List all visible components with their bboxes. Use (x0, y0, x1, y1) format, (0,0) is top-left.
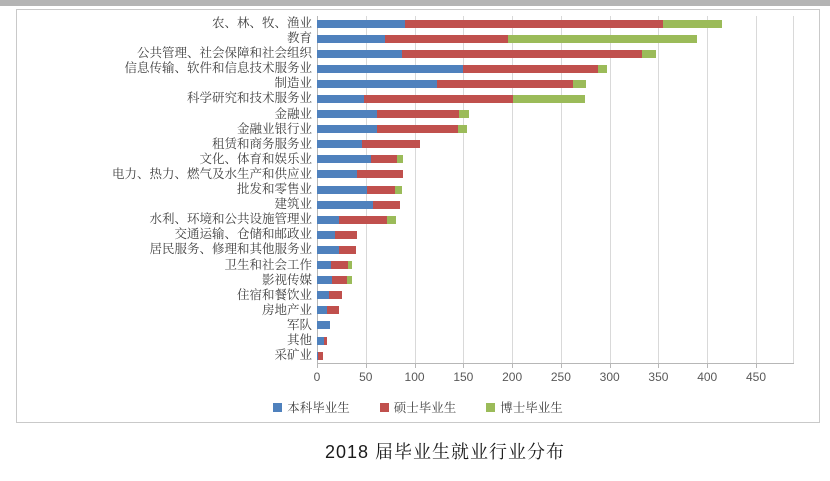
tick-label: 200 (502, 370, 523, 385)
category-label: 水利、环境和公共设施管理业 (149, 212, 312, 227)
bar-segment-硕士毕业生 (437, 80, 573, 88)
bar-segment-硕士毕业生 (324, 337, 327, 345)
bar-segment-本科毕业生 (317, 291, 329, 299)
category-label: 影视传媒 (261, 272, 312, 287)
bar-segment-本科毕业生 (317, 20, 405, 28)
bar-segment-硕士毕业生 (331, 261, 349, 269)
bar-row (317, 242, 794, 257)
chart-title: 2018 届毕业生就业行业分布 (324, 442, 566, 462)
bar-segment-博士毕业生 (458, 125, 467, 133)
bar-segment-博士毕业生 (387, 216, 396, 224)
bar-segment-本科毕业生 (317, 186, 367, 194)
category-label: 军队 (286, 317, 312, 332)
tick-mark (756, 364, 757, 368)
bar-segment-本科毕业生 (317, 65, 463, 73)
category-labels (17, 16, 317, 364)
bar-segment-硕士毕业生 (327, 306, 340, 314)
bar-row (317, 107, 794, 122)
plot-area (317, 16, 794, 364)
bar-row (317, 288, 794, 303)
bar-segment-博士毕业生 (347, 276, 352, 284)
category-label: 住宿和餐饮业 (236, 287, 312, 302)
x-axis (313, 364, 794, 388)
bar-segment-博士毕业生 (459, 110, 469, 118)
tick-label: 350 (648, 370, 669, 385)
category-label: 制造业 (274, 76, 312, 91)
bar-row (317, 137, 794, 152)
bar-segment-硕士毕业生 (332, 276, 348, 284)
legend-label: 本科毕业生 (287, 401, 350, 416)
category-label: 农、林、牧、渔业 (211, 16, 312, 30)
legend-swatch-icon (486, 403, 495, 412)
bar-row (317, 31, 794, 46)
bar-row (317, 318, 794, 333)
bar-segment-博士毕业生 (573, 80, 587, 88)
category-label: 教育 (286, 31, 312, 46)
bar-segment-硕士毕业生 (385, 35, 508, 43)
category-label: 文化、体育和娱乐业 (199, 151, 312, 166)
bar-row (317, 182, 794, 197)
category-label: 居民服务、修理和其他服务业 (149, 242, 312, 257)
bar-row (317, 348, 794, 363)
bar-row (317, 303, 794, 318)
tick-mark (707, 364, 708, 368)
category-label: 批发和零售业 (236, 182, 312, 197)
legend-item (380, 398, 457, 416)
bar-segment-硕士毕业生 (335, 231, 357, 239)
bar-segment-本科毕业生 (317, 80, 437, 88)
legend (17, 398, 819, 416)
tick-label: 250 (550, 370, 571, 385)
bar-segment-硕士毕业生 (377, 125, 459, 133)
bar-segment-博士毕业生 (642, 50, 656, 58)
tick-label: 150 (453, 370, 474, 385)
bar-segment-硕士毕业生 (339, 216, 387, 224)
bar-segment-博士毕业生 (598, 65, 607, 73)
bar-row (317, 152, 794, 167)
bar-segment-本科毕业生 (317, 155, 371, 163)
bar-segment-硕士毕业生 (377, 110, 459, 118)
bar-segment-本科毕业生 (317, 276, 332, 284)
category-label: 电力、热力、燃气及水生产和供应业 (111, 166, 312, 181)
tick-mark (317, 364, 318, 368)
category-label: 公共管理、社会保障和社会组织 (136, 46, 312, 61)
category-label: 其他 (286, 332, 312, 347)
bar-segment-博士毕业生 (508, 35, 697, 43)
tick-mark (658, 364, 659, 368)
legend-item (486, 398, 563, 416)
bar-segment-本科毕业生 (317, 35, 385, 43)
bar-segment-本科毕业生 (317, 125, 377, 133)
tick-mark (610, 364, 611, 368)
bar-segment-博士毕业生 (397, 155, 403, 163)
bar-segment-本科毕业生 (317, 321, 330, 329)
category-label: 金融业 (274, 106, 312, 121)
category-label: 交通运输、仓储和邮政业 (174, 227, 312, 242)
bar-row (317, 227, 794, 242)
bar-row (317, 46, 794, 61)
bar-row (317, 212, 794, 227)
bar-segment-本科毕业生 (317, 337, 324, 345)
bar-row (317, 122, 794, 137)
bar-row (317, 333, 794, 348)
chart-panel (16, 9, 820, 423)
chart-body (17, 16, 819, 364)
tick-mark (561, 364, 562, 368)
bar-segment-硕士毕业生 (362, 140, 421, 148)
bar-segment-本科毕业生 (317, 306, 327, 314)
category-label: 租赁和商务服务业 (211, 136, 312, 151)
bar-segment-本科毕业生 (317, 50, 402, 58)
bar-row (317, 76, 794, 91)
bar-segment-硕士毕业生 (402, 50, 642, 58)
bar-row (317, 167, 794, 182)
tick-label: 100 (404, 370, 425, 385)
tick-mark (512, 364, 513, 368)
tick-label: 0 (313, 370, 321, 385)
category-label: 信息传输、软件和信息技术服务业 (124, 61, 312, 76)
bar-segment-博士毕业生 (513, 95, 585, 103)
tick-mark (366, 364, 367, 368)
tick-label: 50 (359, 370, 373, 385)
legend-swatch-icon (273, 403, 282, 412)
category-label: 科学研究和技术服务业 (186, 91, 312, 106)
bar-row (317, 273, 794, 288)
tick-mark (415, 364, 416, 368)
page-top-border (0, 0, 830, 6)
category-label: 房地产业 (261, 302, 312, 317)
bar-segment-本科毕业生 (317, 201, 373, 209)
bar-segment-硕士毕业生 (357, 170, 403, 178)
tick-label: 300 (599, 370, 620, 385)
bar-segment-硕士毕业生 (371, 155, 397, 163)
bar-segment-硕士毕业生 (463, 65, 598, 73)
bar-segment-硕士毕业生 (329, 291, 343, 299)
legend-swatch-icon (380, 403, 389, 412)
category-label: 采矿业 (274, 348, 312, 363)
bar-segment-本科毕业生 (317, 170, 357, 178)
bar-segment-本科毕业生 (317, 261, 331, 269)
bar-row (317, 16, 794, 31)
bar-segment-本科毕业生 (317, 140, 362, 148)
category-label: 建筑业 (274, 197, 312, 212)
bar-row (317, 197, 794, 212)
bar-row (317, 258, 794, 273)
tick-mark (463, 364, 464, 368)
legend-item (273, 398, 350, 416)
bar-row (317, 91, 794, 106)
bar-row (317, 61, 794, 76)
bar-segment-本科毕业生 (317, 246, 339, 254)
bar-segment-硕士毕业生 (367, 186, 395, 194)
legend-label: 硕士毕业生 (393, 401, 457, 416)
bar-segment-博士毕业生 (395, 186, 402, 194)
tick-label: 450 (745, 370, 767, 385)
legend-label: 博士毕业生 (500, 401, 563, 416)
bar-segment-硕士毕业生 (373, 201, 400, 209)
bar-segment-硕士毕业生 (364, 95, 513, 103)
tick-label: 400 (697, 370, 718, 385)
category-label: 卫生和社会工作 (224, 257, 312, 272)
bar-segment-硕士毕业生 (318, 352, 323, 360)
bar-segment-硕士毕业生 (339, 246, 356, 254)
bar-segment-本科毕业生 (317, 110, 377, 118)
bar-segment-博士毕业生 (348, 261, 352, 269)
bar-segment-硕士毕业生 (405, 20, 664, 28)
bar-segment-本科毕业生 (317, 216, 339, 224)
bar-segment-本科毕业生 (317, 95, 364, 103)
bar-segment-博士毕业生 (663, 20, 722, 28)
category-label: 金融业银行业 (236, 121, 312, 136)
bar-segment-本科毕业生 (317, 231, 335, 239)
